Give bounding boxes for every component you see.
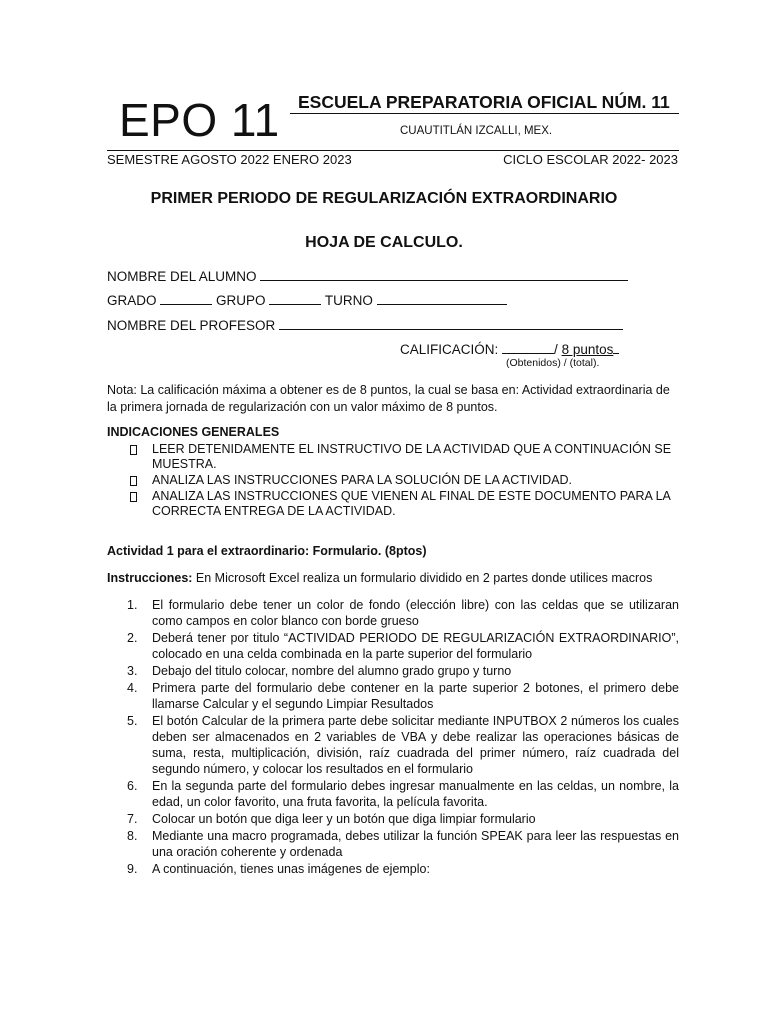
grading-note: Nota: La calificación máxima a obtener es de 8 puntos, la cual se basa en: Actividad extraordinaria de la primera jornada de regularización con un valor máximo de 8 puntos. xyxy=(107,383,670,414)
student-name-label: NOMBRE DEL ALUMNO xyxy=(107,269,257,284)
document-title: PRIMER PERIODO DE REGULARIZACIÓN EXTRAORDINARIO xyxy=(150,190,618,207)
shift-blank[interactable] xyxy=(377,292,507,305)
step-item: 8. Mediante una macro programada, debes utilizar la función SPEAK para leer las respuestas en una oración coherente y ordenada xyxy=(127,829,679,859)
group-label: GRUPO xyxy=(216,293,266,308)
step-item: 7. Colocar un botón que diga leer y un botón que diga limpiar formulario xyxy=(127,812,536,826)
teacher-name-label: NOMBRE DEL PROFESOR xyxy=(107,318,276,333)
grade-blank[interactable] xyxy=(160,292,212,305)
score-separator: / xyxy=(554,342,558,357)
checkbox-bullet-icon xyxy=(130,445,137,455)
teacher-name-blank[interactable] xyxy=(279,317,623,330)
step-item: 6. En la segunda parte del formulario debes ingresar manualmente en las celdas, un nombre, la edad, un color favorito, una fruta favorita, la película favorita. xyxy=(127,779,679,809)
score-label: CALIFICACIÓN: xyxy=(400,342,499,357)
list-item: ANALIZA LAS INSTRUCCIONES QUE VIENEN AL FINAL DE ESTE DOCUMENTO PARA LA CORRECTA ENTREGA DE LA ACTIVIDAD. xyxy=(107,489,679,519)
score-total-tail xyxy=(613,341,619,354)
shift-label: TURNO xyxy=(324,293,373,308)
activity-steps xyxy=(107,597,679,878)
student-name-row xyxy=(107,268,628,285)
instructions-text: En Microsoft Excel realiza un formulario dividido en 2 partes donde utilices macros xyxy=(192,571,653,585)
activity-instructions xyxy=(107,571,679,586)
step-item: 3. Debajo del titulo colocar, nombre del alumno grado grupo y turno xyxy=(127,664,512,678)
instructions-label: Instrucciones: xyxy=(107,571,193,585)
school-city: CUAUTITLÁN IZCALLI, MEX. xyxy=(400,125,553,137)
school-cycle: CICLO ESCOLAR 2022- 2023 xyxy=(503,152,678,167)
general-instructions-title: INDICACIONES GENERALES xyxy=(107,425,280,439)
general-instructions-list xyxy=(107,442,679,520)
group-blank[interactable] xyxy=(269,292,321,305)
step-item: 1. El formulario debe tener un color de fondo (elección libre) con las celdas que se utilizaran como campos en color blanco con borde grueso xyxy=(127,598,679,628)
semester-text: SEMESTRE AGOSTO 2022 ENERO 2023 xyxy=(107,152,352,167)
list-item: ANALIZA LAS INSTRUCCIONES PARA LA SOLUCIÓN DE LA ACTIVIDAD. xyxy=(107,473,679,488)
grade-label: GRADO xyxy=(107,293,157,308)
score-note: (Obtenidos) / (total). xyxy=(506,357,600,369)
score-obtained-blank[interactable] xyxy=(502,341,554,354)
semester-rule xyxy=(107,150,679,151)
list-item: LEER DETENIDAMENTE EL INSTRUCTIVO DE LA ACTIVIDAD QUE A CONTINUACIÓN SE MUESTRA. xyxy=(107,442,679,472)
student-name-blank[interactable] xyxy=(260,268,628,281)
step-item: 5. El botón Calcular de la primera parte debe solicitar mediante INPUTBOX 2 números los cuales deben ser almacenados en 2 variables de VBA y debe realizar las operaciones básicas de suma, resta, multiplicación, división, raíz cuadrada del primer número, raíz cuadrada del segundo número, y colocar los resultados en el formulario xyxy=(127,714,679,776)
school-name: ESCUELA PREPARATORIA OFICIAL NÚM. 11 xyxy=(298,92,670,112)
activity-title: Actividad 1 para el extraordinario: Formulario. (8ptos) xyxy=(107,544,427,558)
step-item: 9. A continuación, tienes unas imágenes de ejemplo: xyxy=(127,862,430,876)
score-row xyxy=(400,341,619,358)
checkbox-bullet-icon xyxy=(130,492,137,502)
header-rule xyxy=(290,113,679,114)
subject-title: HOJA DE CALCULO. xyxy=(305,234,463,251)
score-total: 8 puntos xyxy=(561,342,614,357)
teacher-name-row xyxy=(107,317,623,334)
checkbox-bullet-icon xyxy=(130,476,137,486)
step-item: 2. Deberá tener por titulo “ACTIVIDAD PERIODO DE REGULARIZACIÓN EXTRAORDINARIO”, colocado en una celda combinada en la parte superior del formulario xyxy=(127,631,679,661)
step-item: 4. Primera parte del formulario debe contener en la parte superior 2 botones, el primero debe llamarse Calcular y el segundo Limpiar Resultados xyxy=(127,681,679,711)
grade-group-shift-row xyxy=(107,292,507,309)
epo-logo-text: EPO 11 xyxy=(119,94,280,146)
